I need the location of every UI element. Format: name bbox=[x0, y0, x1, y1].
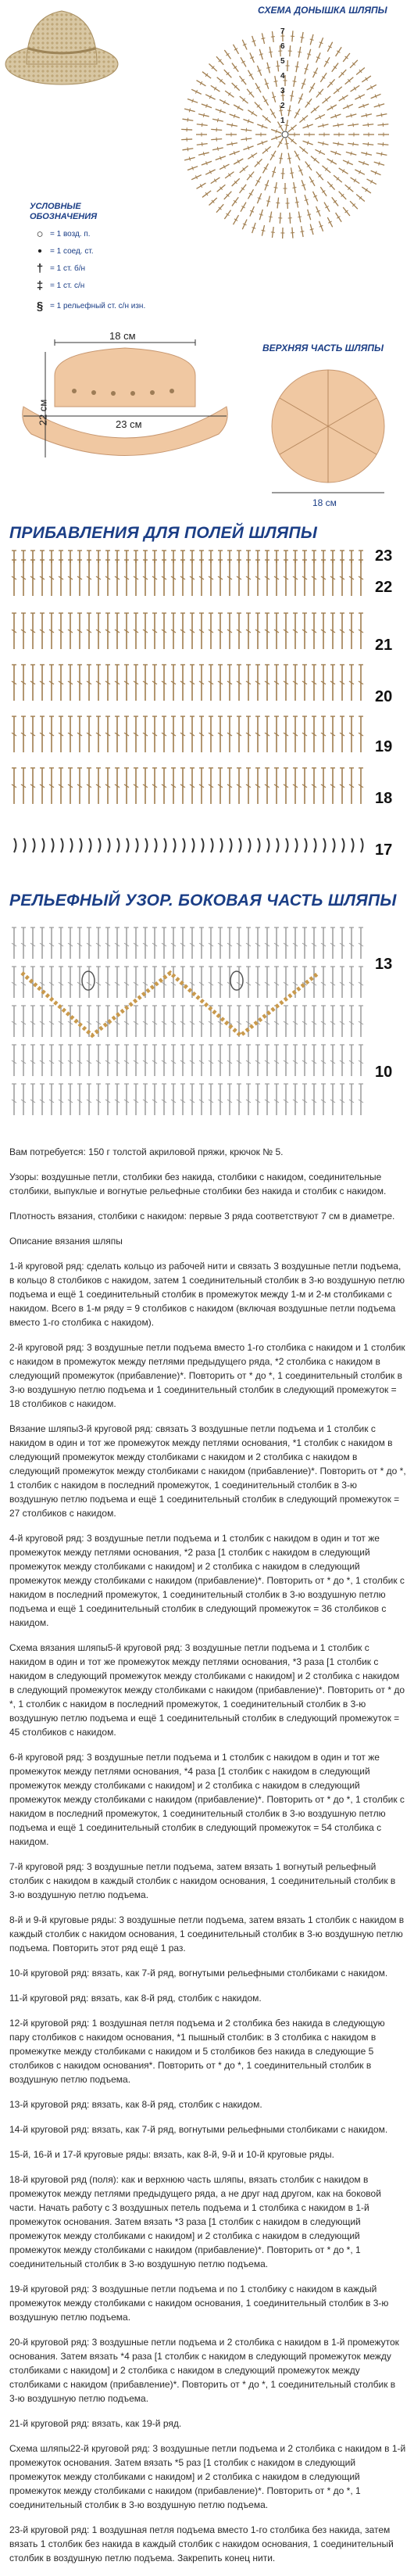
brim-stitch bbox=[117, 838, 120, 852]
top-part-title: ВЕРХНЯЯ ЧАСТЬ ШЛЯПЫ bbox=[262, 343, 384, 353]
legend bbox=[30, 202, 155, 318]
slip-stitch-icon: • bbox=[30, 245, 50, 258]
brim-stitch bbox=[108, 838, 110, 852]
stitch-cross bbox=[272, 96, 276, 97]
brim-stitch bbox=[42, 838, 45, 852]
legend-label: = 1 рельефный ст. с/н изн. bbox=[50, 302, 145, 310]
stitch-cross bbox=[353, 123, 354, 127]
stitch-cross bbox=[338, 124, 339, 127]
brim-stitch bbox=[164, 838, 166, 852]
stitch-cross bbox=[203, 152, 204, 156]
legend-item bbox=[30, 277, 155, 294]
brim-stitch bbox=[80, 838, 82, 852]
stitch-cross bbox=[187, 147, 188, 151]
stitch-cross bbox=[189, 157, 190, 161]
stitch-cross bbox=[259, 54, 263, 55]
stitch-cross bbox=[307, 54, 311, 55]
brim-stitch bbox=[323, 838, 326, 852]
stitch-cross bbox=[351, 152, 352, 156]
stitch-cross bbox=[300, 231, 304, 232]
brim-stitch bbox=[352, 838, 354, 852]
brim-stitch bbox=[295, 838, 298, 852]
stitch-cross bbox=[189, 108, 190, 112]
brim-stitch bbox=[267, 838, 269, 852]
stitch-cross bbox=[338, 142, 339, 146]
description-paragraph: Плотность вязания, столбики с накидом: первые 3 ряда соответствуют 7 см в диаметре. bbox=[9, 1209, 406, 1223]
brim-stitch bbox=[192, 838, 195, 852]
description-paragraph: Описание вязания шляпы bbox=[9, 1234, 406, 1248]
brim-stitch bbox=[70, 838, 73, 852]
description-paragraph: 14-й круговой ряд: вязать, как 7-й ряд, вогнутыми рельефными столбиками с накидом. bbox=[9, 2122, 406, 2137]
description-paragraph: Узоры: воздушные петли, столбики без накида, столбики с накидом, соединительные столбики, выпуклые и вогнутые рельефные столбики без накида и столбик с накидом. bbox=[9, 1170, 406, 1198]
brim-stitch bbox=[239, 838, 241, 852]
brim-increase-chart bbox=[6, 547, 375, 876]
brim-stitch bbox=[211, 838, 213, 852]
brim-stitch bbox=[61, 838, 63, 852]
bottom-round-chart bbox=[156, 17, 406, 252]
brim-stitch bbox=[277, 838, 279, 852]
brim-stitch bbox=[89, 838, 91, 852]
stitch-cross bbox=[290, 173, 294, 174]
stitch-cross bbox=[379, 162, 380, 166]
round-number: 5 bbox=[280, 57, 285, 66]
round-number: 2 bbox=[280, 102, 285, 110]
description-paragraph: 2-й круговой ряд: 3 воздушные петли подъема вместо 1-го столбика с накидом и 1 столбик с накидом в промежуток между петлями предыдущего ряда, *2 столбика с накидом в следующий промежуток (прибавление)*. Повторить от * до *, 1 соединительный столбик в 3-ю воздушную петлю подъема и 1 соединительный столбик в следующий промежуток = 18 столбиков с накидом. bbox=[9, 1340, 406, 1411]
bottom-scheme-title: СХЕМА ДОНЫШКА ШЛЯПЫ bbox=[258, 5, 387, 16]
stitch-cross bbox=[379, 103, 380, 107]
description-paragraph: 21-й круговой ряд: вязать, как 19-й ряд. bbox=[9, 2416, 406, 2431]
stitch-cross bbox=[381, 113, 382, 117]
brim-row-22: 22 bbox=[375, 579, 392, 597]
round-number: 7 bbox=[280, 27, 285, 36]
dim-side: 22 см bbox=[37, 400, 48, 426]
puff-stitch bbox=[230, 971, 243, 990]
stitch-cross bbox=[285, 143, 289, 144]
description-paragraph: 19-й круговой ряд: 3 воздушные петли подъема и по 1 столбику с накидом в каждый промежуток между столбиками с накидом основания, 1 соединительный столбик в 3-ю воздушную петлю подъема. bbox=[9, 2282, 406, 2324]
stitch-cross bbox=[259, 214, 263, 215]
stitch-cross bbox=[287, 158, 291, 159]
brim-stitch bbox=[183, 838, 185, 852]
brim-stitch bbox=[33, 838, 35, 852]
relief-section-title: РЕЛЬЕФНЫЙ УЗОР. БОКОВАЯ ЧАСТЬ ШЛЯПЫ bbox=[9, 892, 397, 910]
single-crochet-icon: † bbox=[30, 262, 50, 275]
brim-stitch bbox=[314, 838, 316, 852]
stitch-cross bbox=[203, 113, 204, 117]
legend-item bbox=[30, 260, 155, 277]
stitch-cross bbox=[266, 201, 270, 202]
stitch-cross bbox=[366, 152, 367, 156]
brim-stitch bbox=[202, 838, 204, 852]
brim-row-20: 20 bbox=[375, 688, 392, 706]
brim-stitch bbox=[173, 838, 176, 852]
brim-stitch bbox=[342, 838, 344, 852]
pattern-description bbox=[9, 1145, 406, 2576]
legend-label: = 1 возд. п. bbox=[50, 230, 91, 239]
brim-stitch bbox=[98, 838, 101, 852]
stitch-cross bbox=[246, 137, 247, 141]
brim-section-title: ПРИБАВЛЕНИЯ ДЛЯ ПОЛЕЙ ШЛЯПЫ bbox=[9, 524, 317, 543]
relief-pattern-chart bbox=[6, 918, 373, 1137]
legend-label: = 1 ст. с/н bbox=[50, 282, 84, 290]
stitch-cross bbox=[262, 230, 266, 231]
brim-row-18: 18 bbox=[375, 790, 392, 808]
brim-stitch bbox=[220, 838, 223, 852]
stitch-cross bbox=[285, 125, 289, 126]
relief-row-10: 10 bbox=[375, 1064, 392, 1082]
description-paragraph: 12-й круговой ряд: 1 воздушная петля подъема и 2 столбика без накида в следующую пару столбиков с накидом основания, *1 пышный столбик: в 3 столбика с накидом в промежутке между столбиками с накидом и 5 столбиков без накида в следующие 5 столбиков с накидом основания*. Повторить от * до *, 1 соединительный столбик в воздушную петлю подъема. bbox=[9, 2016, 406, 2086]
description-paragraph: 18-й круговой ряд (поля): как и верхнюю часть шляпы, вязать столбик с накидом в промежуток между петлями предыдущего ряда, а не друг над другом, как на боковой части. Начать работу с 3 воздушных петель подъема и 1 столбика с накидом в 1-й промежуток основания. Затем вязать *3 раза [1 столбик с накидом в следующий промежуток между столбиками с накидом] и 2 столбика с накидом в следующий промежуток между столбиками с накидом (прибавление)*. Повторить от * до *, 1 соединительный столбик в 3-ю воздушную петлю подъема. bbox=[9, 2172, 406, 2271]
stitch-cross bbox=[295, 66, 299, 67]
brim-row-23: 23 bbox=[375, 547, 392, 565]
stitch-cross bbox=[310, 39, 314, 40]
stitch-cross bbox=[279, 158, 283, 159]
stitch-cross bbox=[300, 37, 304, 38]
stitch-cross bbox=[232, 142, 233, 146]
circle-dim: 18 см bbox=[312, 497, 337, 508]
stitch-cross bbox=[266, 67, 270, 68]
legend-label: = 1 ст. б/н bbox=[50, 264, 85, 273]
brim-stitch bbox=[248, 838, 251, 852]
stitch-cross bbox=[368, 142, 369, 146]
stitch-cross bbox=[295, 202, 299, 203]
stitch-cross bbox=[279, 110, 283, 111]
stitch-cross bbox=[290, 95, 294, 96]
stitch-cross bbox=[262, 38, 266, 39]
relief-row-13: 13 bbox=[375, 956, 392, 974]
double-crochet-icon: ‡ bbox=[30, 279, 50, 292]
brim-stitch bbox=[333, 838, 335, 852]
round-number: 1 bbox=[280, 117, 285, 125]
stitch-cross bbox=[353, 142, 354, 146]
round-number: 3 bbox=[280, 87, 285, 95]
round-number: 6 bbox=[280, 42, 285, 51]
brim-stitch bbox=[286, 838, 288, 852]
stitch-cross bbox=[187, 118, 188, 122]
relief-stitch-icon: § bbox=[30, 300, 50, 313]
brim-row-21: 21 bbox=[375, 637, 392, 655]
chain-stitch-icon: ○ bbox=[30, 228, 50, 241]
stitch-cross bbox=[293, 81, 297, 82]
hat-photo bbox=[3, 3, 120, 88]
description-paragraph: 6-й круговой ряд: 3 воздушные петли подъема и 1 столбик с накидом в один и тот же промежуток между петлями основания, *4 раза [1 столбик с накидом в следующий промежуток между столбиками с накидом] и 2 столбика с накидом в следующий промежуток между столбиками с накидом (прибавление)*. Повторить от * до *, 1 столбик с накидом в последний промежуток, 1 соединительный столбик в 3-ю воздушную петлю подъема и ещё 1 соединительный столбик в следующий промежуток = 54 столбика с накидом. bbox=[9, 1750, 406, 1849]
stitch-cross bbox=[217, 118, 218, 122]
description-paragraph: 8-й и 9-й круговые ряды: 3 воздушные петли подъема, затем вязать 1 столбик с накидом в каждый столбик с накидом основания, 1 соединительный столбик в 3-ю воздушную петлю подъема. Повторить этот ряд ещё 1 раз. bbox=[9, 1913, 406, 1955]
description-paragraph: 15-й, 16-й и 17-й круговые ряды: вязать, как 8-й, 9-й и 10-й круговые ряды. bbox=[9, 2147, 406, 2162]
stitch-cross bbox=[368, 123, 369, 127]
stitch-cross bbox=[307, 214, 311, 215]
brim-stitch bbox=[230, 838, 232, 852]
description-paragraph: 20-й круговой ряд: 3 воздушные петли подъема и 2 столбика с накидом в 1-й промежуток основания. Затем вязать *4 раза [1 столбик с накидом в следующий промежуток между столбиками с накидом] и 2 столбика с накидом в следующий промежуток между столбиками с накидом (прибавление)*. Повторить от * до *, 1 соединительный столбик в 3-ю воздушную петлю подъема. bbox=[9, 2335, 406, 2406]
legend-title-line-2: ОБОЗНАЧЕНИЯ bbox=[30, 212, 155, 222]
stitch-cross bbox=[217, 147, 218, 151]
stitch-cross bbox=[366, 113, 367, 117]
stitch-cross bbox=[381, 152, 382, 156]
stitch-cross bbox=[271, 37, 275, 38]
description-paragraph: Схема вязания шляпы5-й круговой ряд: 3 воздушные петли подъема и 1 столбик с накидом в один и тот же промежуток между петлями основания, *3 раза [1 столбик с накидом в следующий промежуток между столбиками с накидом] и 2 столбика с накидом в следующий промежуток между столбиками с накидом (прибавление)*. Повторить от * до *, 1 столбик с накидом в последний промежуток, 1 соединительный столбик в 3-ю воздушную петлю подъема и ещё 1 соединительный столбик в следующий промежуток = 45 столбиков с накидом. bbox=[9, 1641, 406, 1739]
dim-top: 18 см bbox=[109, 330, 136, 342]
brim-stitch bbox=[155, 838, 157, 852]
brim-stitch bbox=[14, 838, 16, 852]
description-paragraph: Вязание шляпы3-й круговой ряд: связать 3 воздушные петли подъема и 1 столбик с накидом в один и тот же промежуток между петлями основания, *1 столбик с накидом в следующий промежуток между столбиками с накидом и 2 столбика с накидом в следующий промежуток между столбиками с накидом (прибавление)*. Повторить от * до *, 1 столбик с накидом в последний промежуток, 1 соединительный столбик в 3-ю воздушную петлю подъема и ещё 1 соединительный столбик в следующий промежуток = 27 столбиков с накидом. bbox=[9, 1422, 406, 1520]
description-paragraph: 10-й круговой ряд: вязать, как 7-й ряд, вогнутыми рельефными столбиками с накидом. bbox=[9, 1966, 406, 1980]
brim-row-19: 19 bbox=[375, 738, 392, 756]
brim-row-17: 17 bbox=[375, 841, 392, 859]
stitch-cross bbox=[310, 229, 314, 230]
brim-stitch bbox=[258, 838, 260, 852]
round-number: 4 bbox=[280, 72, 285, 81]
brim-stitch bbox=[305, 838, 307, 852]
stitch-cross bbox=[272, 171, 276, 172]
brim-stitch bbox=[361, 838, 363, 852]
stitch-cross bbox=[351, 113, 352, 117]
brim-stitch bbox=[127, 838, 129, 852]
description-paragraph: 7-й круговой ряд: 3 воздушные петли подъема, затем вязать 1 вогнутый рельефный столбик с накидом в каждый столбик с накидом основания, 1 соединительный столбик в 3-ю воздушную петлю подъема. bbox=[9, 1860, 406, 1902]
puff-stitch bbox=[82, 971, 95, 990]
legend-item bbox=[30, 225, 155, 242]
description-paragraph: 11-й круговой ряд: вязать, как 8-й ряд, столбик с накидом. bbox=[9, 1991, 406, 2005]
legend-item bbox=[30, 242, 155, 260]
description-paragraph: 23-й круговой ряд: 1 воздушная петля подъема вместо 1-го столбика без накида, затем вязать 1 столбик без накида в каждый столбик с накидом основания, 1 соединительный столбик в воздушную петлю подъема. Закрепить конец нити. bbox=[9, 2523, 406, 2565]
stitch-cross bbox=[232, 124, 233, 127]
brim-stitch bbox=[136, 838, 138, 852]
legend-title-line-1: УСЛОВНЫЕ bbox=[30, 202, 155, 212]
description-paragraph: 4-й круговой ряд: 3 воздушные петли подъема и 1 столбик с накидом в один и тот же промежуток между петлями основания, *2 раза [1 столбик с накидом в следующий промежуток между столбиками с накидом] и 2 столбика с накидом в следующий промежуток между столбиками с накидом (прибавление)*. Повторить от * до *, 1 столбик с накидом в последний промежуток, 1 соединительный столбик в 3-ю воздушную петлю подъема и ещё 1 соединительный столбик в следующий промежуток = 36 столбиков с накидом. bbox=[9, 1531, 406, 1630]
description-paragraph: 1-й круговой ряд: сделать кольцо из рабочей нити и связать 3 воздушные петли подъема, в кольцо 8 столбиков с накидом, затем 1 соединительный столбик в 3-ю воздушную петлю подъема и ещё 1 соединительный столбик в промежуток между 1-м и 2-м столбиками с накидом. Всего в 1-м ряду = 9 столбиков с накидом (включая воздушные петли подъема вместо 1-го столбика с накидом). bbox=[9, 1259, 406, 1329]
stitch-cross bbox=[287, 110, 291, 111]
description-paragraph: Схема шляпы22-й круговой ряд: 3 воздушные петли подъема и 2 столбика с накидом в 1-й промежуток основания. Затем вязать *5 раз [1 столбик с накидом в следующий промежуток между столбиками с накидом] и 2 столбика с накидом в следующий промежуток между столбиками с накидом (прибавление)*. Повторить от * до *, 1 соединительный столбик в 3-ю воздушную петлю подъема. bbox=[9, 2441, 406, 2512]
top-part-circle bbox=[258, 360, 398, 500]
dim-mid: 23 см bbox=[116, 418, 142, 430]
description-paragraph: Вам потребуется: 150 г толстой акриловой пряжи, крючок № 5. bbox=[9, 1145, 406, 1159]
brim-stitch bbox=[145, 838, 148, 852]
brim-stitch bbox=[52, 838, 54, 852]
stitch-cross bbox=[246, 128, 247, 132]
center-ring bbox=[282, 131, 288, 138]
description-paragraph: 13-й круговой ряд: вязать, как 8-й ряд, столбик с накидом. bbox=[9, 2097, 406, 2111]
stitch-cross bbox=[274, 81, 278, 82]
brim-stitch bbox=[23, 838, 26, 852]
legend-label: = 1 соед. ст. bbox=[50, 247, 94, 256]
stitch-cross bbox=[271, 232, 275, 233]
